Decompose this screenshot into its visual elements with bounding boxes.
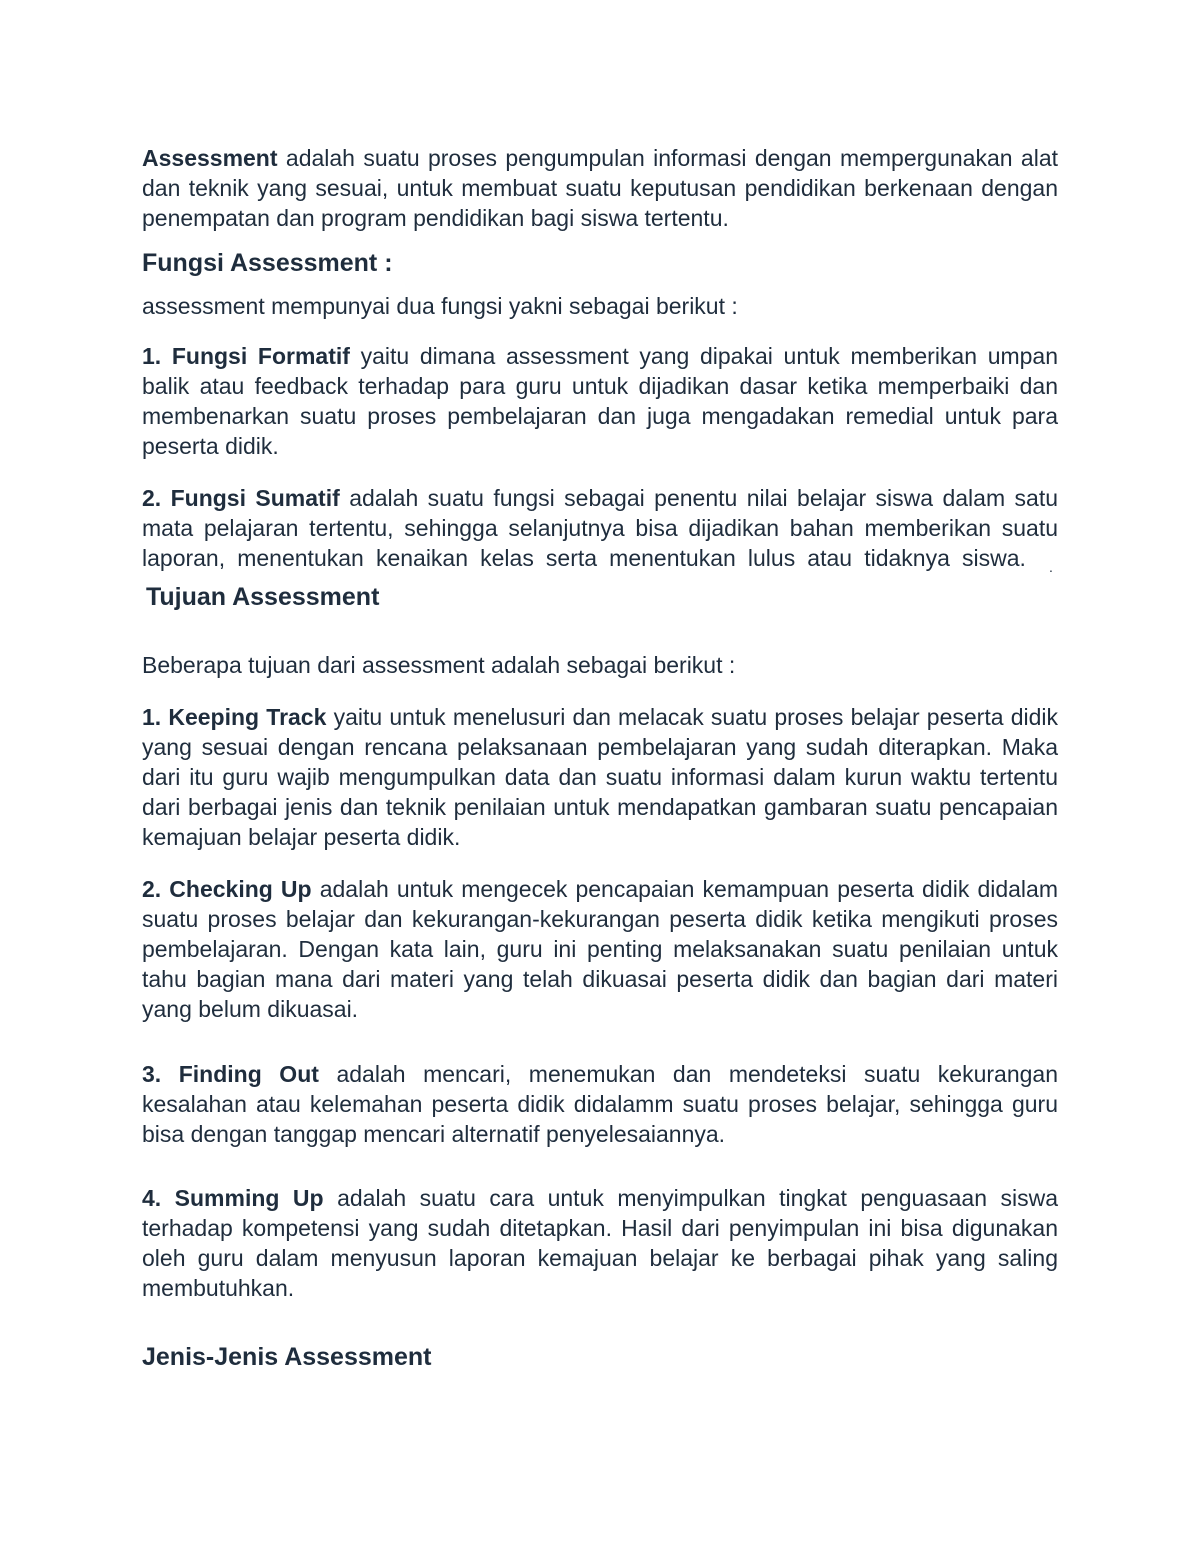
tujuan-item-text: adalah mencari, menemukan dan mendeteksi suatu kekurangan kesalahan atau kelemahan peserta didik didalamm suatu proses belajar, sehingga guru bisa dengan tanggap mencari alternatif penyelesaiannya. [142, 1061, 1059, 1147]
stray-mark: . [1049, 559, 1053, 575]
tujuan-item-text: adalah suatu cara untuk menyimpulkan tingkat penguasaan siswa terhadap kompetensi yang sudah ditetapkan. Hasil dari penyimpulan ini bisa digunakan oleh guru dalam menyusun laporan kemajuan belajar ke berbagai pihak yang saling membutuhkan. [142, 1185, 1058, 1301]
tujuan-item-text: adalah untuk mengecek pencapaian kemampuan peserta didik didalam suatu proses belajar dan kekurangan-kekurangan peserta didik ketika mengikuti proses pembelajaran. Dengan kata lain, guru ini penting melaksanakan suatu penilaian untuk tahu bagian mana dari materi yang telah dikuasai peserta didik dan bagian dari materi yang belum dikuasai. [142, 876, 1058, 1022]
fungsi-item-formatif [142, 341, 1058, 461]
tujuan-lead: Beberapa tujuan dari assessment adalah sebagai berikut : [142, 652, 736, 678]
tujuan-heading: Tujuan Assessment [146, 583, 380, 611]
intro-term: Assessment [142, 145, 278, 171]
fungsi-lead: assessment mempunyai dua fungsi yakni sebagai berikut : [142, 293, 738, 319]
tujuan-item-summing-up [142, 1183, 1058, 1303]
fungsi-item-sumatif [142, 483, 1058, 612]
fungsi-item-text: adalah suatu fungsi sebagai penentu nilai belajar siswa dalam satu mata pelajaran tertentu, sehingga selanjutnya bisa dijadikan bahan memberikan suatu laporan, menentukan kenaikan kelas serta menentukan lulus atau tidaknya siswa. [142, 485, 1059, 571]
intro-text: adalah suatu proses pengumpulan informasi dengan mempergunakan alat dan teknik yang sesuai, untuk membuat suatu keputusan pendidikan berkenaan dengan penempatan dan program pendidikan bagi siswa tertentu. [142, 145, 1058, 231]
document-body [142, 143, 1058, 1373]
intro-paragraph [142, 143, 1058, 233]
tujuan-item-term: 2. Checking Up [142, 876, 312, 902]
tujuan-item-term: 1. Keeping Track [142, 704, 327, 730]
fungsi-heading: Fungsi Assessment : [142, 249, 393, 277]
tujuan-item-text: yaitu untuk menelusuri dan melacak suatu proses belajar peserta didik yang sesuai dengan rencana pelaksanaan pembelajaran yang sudah diterapkan. Maka dari itu guru wajib mengumpulkan data dan suatu informasi dalam kurun waktu tertentu dari berbagai jenis dan teknik penilaian untuk mendapatkan gambaran suatu pencapaian kemajuan belajar peserta didik. [142, 704, 1058, 850]
tujuan-item-term: 3. Finding Out [142, 1061, 319, 1087]
jenis-heading: Jenis-Jenis Assessment [142, 1343, 432, 1371]
tujuan-item-checking-up [142, 874, 1058, 1024]
tujuan-item-term: 4. Summing Up [142, 1185, 324, 1211]
fungsi-item-text: yaitu dimana assessment yang dipakai untuk memberikan umpan balik atau feedback terhadap para guru untuk dijadikan dasar ketika memperbaiki dan membenarkan suatu proses pembelajaran dan juga mengadakan remedial untuk para peserta didik. [142, 343, 1059, 459]
fungsi-item-term: 1. Fungsi Formatif [142, 343, 350, 369]
tujuan-item-keeping-track [142, 702, 1058, 852]
fungsi-item-term: 2. Fungsi Sumatif [142, 485, 340, 511]
tujuan-item-finding-out [142, 1059, 1058, 1149]
